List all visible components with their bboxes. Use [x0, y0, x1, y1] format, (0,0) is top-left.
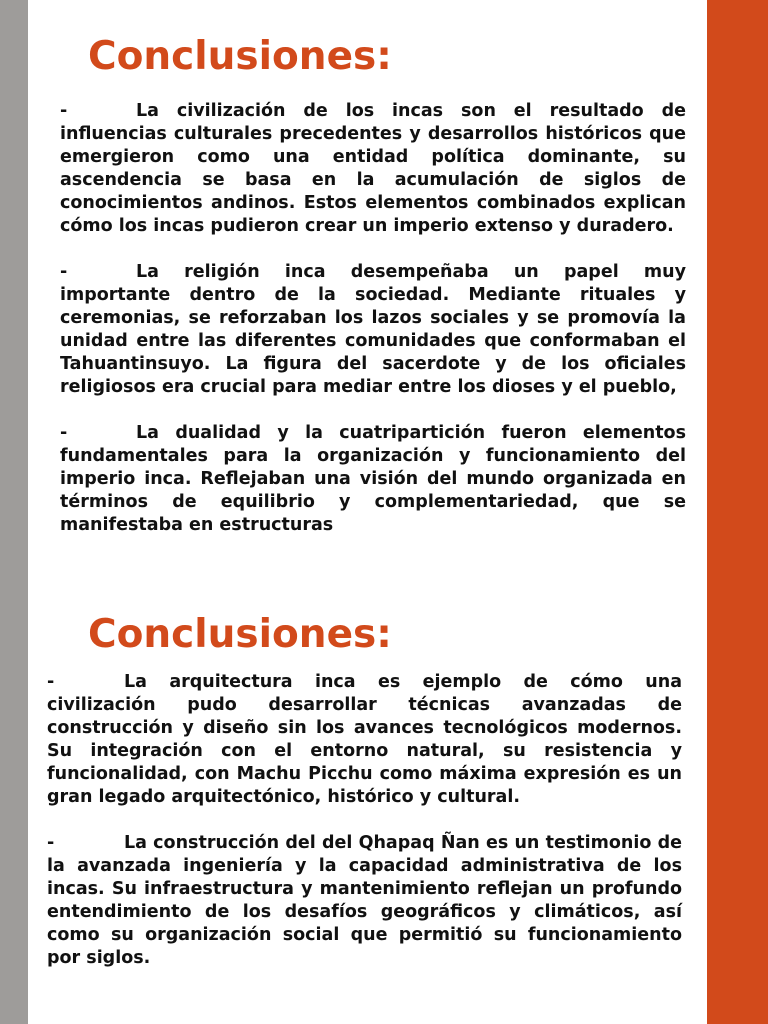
slide-1-title: Conclusiones: [88, 34, 392, 79]
slide-1-paragraph-1 [60, 100, 686, 238]
slide-1-paragraph-3 [60, 422, 686, 537]
bullet-dash: - [60, 262, 68, 282]
paragraph-text: La religión inca desempeñaba un papel muy importante dentro de la sociedad. Mediante rituales y ceremonias, se reforzaban los lazos sociales y se promovía la unidad entre las diferentes comunidades que conformaban el Tahuantinsuyo. La figura del sacerdote y de los oficiales religiosos era crucial para mediar entre los dioses y el pueblo, [60, 262, 686, 397]
slide-2-left-bar [0, 578, 28, 1024]
slide-2-paragraph-2 [47, 832, 682, 970]
slide-2-content [47, 671, 682, 970]
slide-2-right-bar [707, 578, 768, 1024]
paragraph-text: La arquitectura inca es ejemplo de cómo una civilización pudo desarrollar técnicas avanzadas de construcción y diseño sin los avances tecnológicos modernos. Su integración con el entorno natural, su resistencia y funcionalidad, con Machu Picchu como máxima expresión es un gran legado arquitectónico, histórico y cultural. [47, 672, 682, 807]
slide-2 [0, 578, 768, 1024]
slide-1-left-bar [0, 0, 28, 578]
slide-1-right-bar [707, 0, 768, 578]
bullet-dash: - [60, 101, 68, 121]
bullet-dash: - [47, 833, 55, 853]
bullet-dash: - [47, 672, 55, 692]
paragraph-text: La dualidad y la cuatripartición fueron elementos fundamentales para la organización y funcionamiento del imperio inca. Reflejaban una visión del mundo organizada en términos de equilibrio y complementariedad, que se manifestaba en estructuras [60, 423, 686, 535]
slide-1-content [60, 100, 686, 537]
slide-1-paragraph-2 [60, 261, 686, 399]
paragraph-text: La civilización de los incas son el resultado de influencias culturales precedentes y desarrollos históricos que emergieron como una entidad política dominante, su ascendencia se basa en la acumulación de siglos de conocimientos andinos. Estos elementos combinados explican cómo los incas pudieron crear un imperio extenso y duradero. [60, 101, 686, 236]
paragraph-text: La construcción del del Qhapaq Ñan es un testimonio de la avanzada ingeniería y la capacidad administrativa de los incas. Su infraestructura y mantenimiento reflejan un profundo entendimiento de los desafíos geográficos y climáticos, así como su organización social que permitió su funcionamiento por siglos. [47, 833, 682, 968]
slide-2-paragraph-1 [47, 671, 682, 809]
bullet-dash: - [60, 423, 68, 443]
slide-2-title: Conclusiones: [88, 612, 392, 657]
